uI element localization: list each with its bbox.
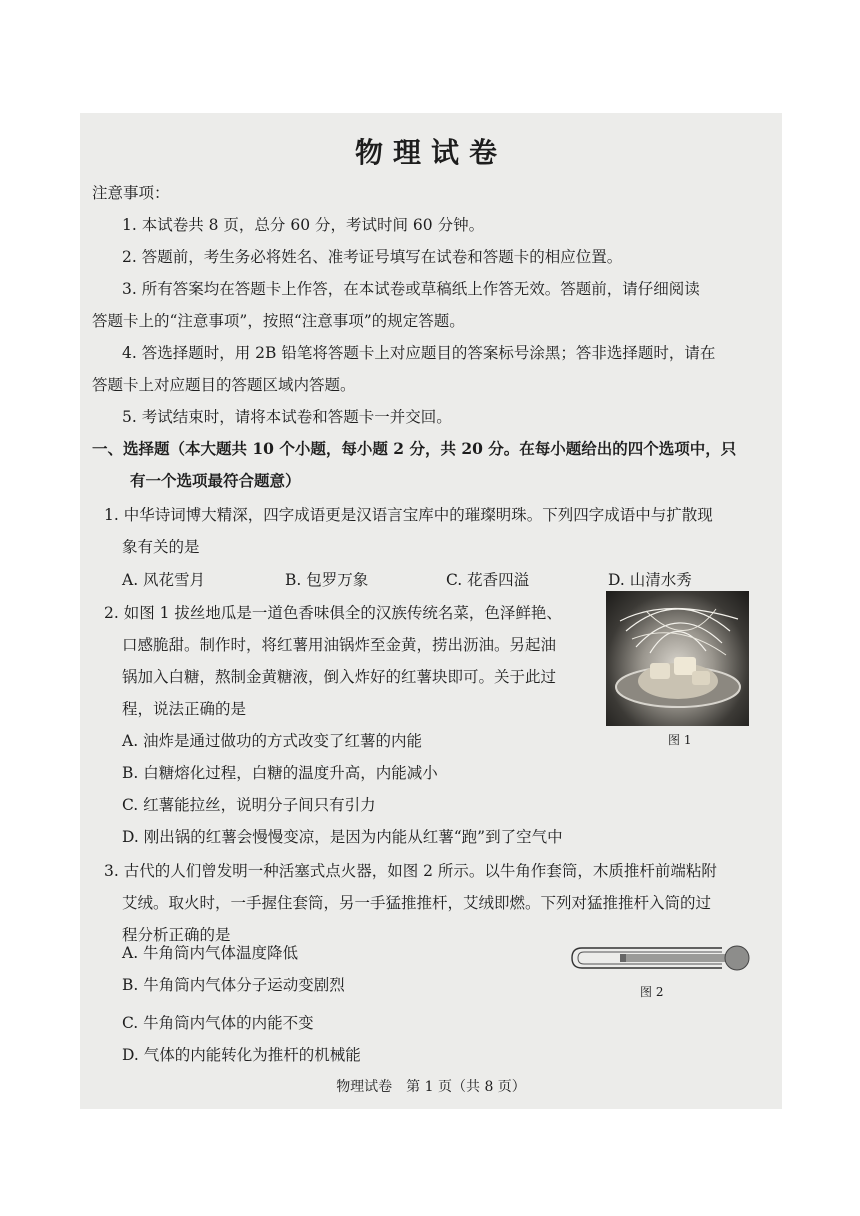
notice-item: 4. 答选择题时，用 2B 铅笔将答题卡上对应题目的答案标号涂黑；答非选择题时，请在 bbox=[122, 344, 716, 362]
section-heading: 一、选择题（本大题共 10 个小题，每小题 2 分，共 20 分。在每小题给出的四个选项中，只 bbox=[92, 439, 737, 458]
figure-2-label: 图 2 bbox=[640, 985, 664, 999]
figure-1-illustration bbox=[606, 591, 749, 726]
q2-option-c: C. 红薯能拉丝，说明分子间只有引力 bbox=[122, 796, 376, 814]
q1-option-d: D. 山清水秀 bbox=[608, 571, 692, 589]
page-title: 物理试卷 bbox=[354, 136, 507, 169]
question-1-stem-cont: 象有关的是 bbox=[122, 538, 200, 556]
page-footer: 物理试卷 第 1 页（共 8 页） bbox=[336, 1079, 526, 1095]
question-2-stem-cont: 锅加入白糖，熬制金黄糖液，倒入炸好的红薯块即可。关于此过 bbox=[122, 668, 557, 686]
question-3-stem: 3. 古代的人们曾发明一种活塞式点火器，如图 2 所示。以牛角作套筒，木质推杆前端粘附 bbox=[104, 862, 717, 880]
notice-item: 1. 本试卷共 8 页，总分 60 分，考试时间 60 分钟。 bbox=[122, 216, 485, 234]
q3-option-d: D. 气体的内能转化为推杆的机械能 bbox=[122, 1046, 361, 1064]
notice-heading: 注意事项： bbox=[92, 184, 170, 202]
notice-item: 3. 所有答案均在答题卡上作答，在本试卷或草稿纸上作答无效。答题前，请仔细阅读 bbox=[122, 280, 700, 298]
q3-option-a: A. 牛角筒内气体温度降低 bbox=[122, 944, 299, 962]
q1-option-b: B. 包罗万象 bbox=[285, 571, 369, 589]
question-3-stem-cont: 艾绒。取火时，一手握住套筒，另一手猛推推杆，艾绒即燃。下列对猛推推杆入筒的过 bbox=[122, 894, 712, 912]
figure-1-sweet-potato-photo bbox=[606, 591, 749, 726]
question-1-stem: 1. 中华诗词博大精深，四字成语更是汉语言宝库中的璀璨明珠。下列四字成语中与扩散现 bbox=[104, 506, 713, 524]
notice-item: 2. 答题前，考生务必将姓名、准考证号填写在试卷和答题卡的相应位置。 bbox=[122, 248, 623, 266]
q3-option-b: B. 牛角筒内气体分子运动变剧烈 bbox=[122, 976, 345, 994]
notice-item: 答题卡上对应题目的答题区域内答题。 bbox=[92, 376, 356, 394]
question-2-stem-cont: 程，说法正确的是 bbox=[122, 700, 247, 718]
q2-option-d: D. 刚出锅的红薯会慢慢变凉，是因为内能从红薯“跑”到了空气中 bbox=[122, 828, 563, 846]
question-2-stem-cont: 口感脆甜。制作时，将红薯用油锅炸至金黄，捞出沥油。另起油 bbox=[122, 636, 557, 654]
exam-page bbox=[80, 113, 782, 1109]
section-heading-cont: 有一个选项最符合题意） bbox=[130, 471, 301, 490]
q1-option-a: A. 风花雪月 bbox=[122, 571, 206, 589]
q2-option-a: A. 油炸是通过做功的方式改变了红薯的内能 bbox=[122, 732, 423, 750]
question-3-stem-cont: 程分析正确的是 bbox=[122, 926, 231, 944]
figure-1-label: 图 1 bbox=[668, 733, 692, 747]
q3-option-c: C. 牛角筒内气体的内能不变 bbox=[122, 1014, 314, 1032]
q1-option-c: C. 花香四溢 bbox=[446, 571, 530, 589]
question-2-stem: 2. 如图 1 拔丝地瓜是一道色香味俱全的汉族传统名菜，色泽鲜艳、 bbox=[104, 604, 562, 622]
notice-item: 答题卡上的“注意事项”，按照“注意事项”的规定答题。 bbox=[92, 312, 465, 330]
figure-2-fire-piston-diagram bbox=[570, 936, 750, 986]
notice-item: 5. 考试结束时，请将本试卷和答题卡一并交回。 bbox=[122, 408, 452, 426]
q2-option-b: B. 白糖熔化过程，白糖的温度升高，内能减小 bbox=[122, 764, 438, 782]
